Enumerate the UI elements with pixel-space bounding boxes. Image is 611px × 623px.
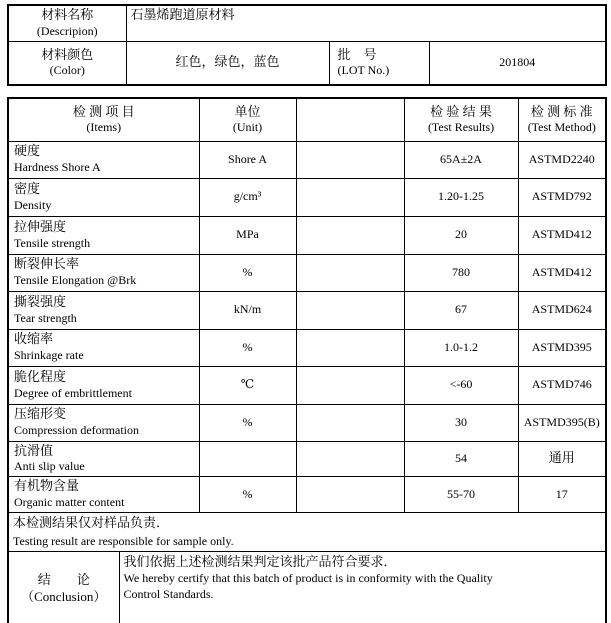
item-zh: 断裂伸长率: [14, 256, 80, 272]
conclusion-statement-zh: 我们依据上述检测结果判定该批产品符合要求．: [123, 554, 397, 570]
sample-note-cell: [8, 512, 606, 551]
item-en: Tear strength: [14, 310, 77, 325]
result-cell: [404, 476, 518, 512]
header-method-zh: 检 测 标 准: [530, 103, 593, 119]
result-cell: [404, 291, 518, 329]
blank-cell: [296, 291, 404, 329]
unit-value: %: [242, 264, 253, 279]
blank-cell: [296, 329, 404, 366]
method-cell: [518, 329, 606, 366]
sample-note-zh: 本检测结果仅对样品负责．: [13, 514, 170, 530]
method-value: ASTMD412: [531, 264, 592, 279]
material-name-label-en: (Descripion): [36, 23, 98, 38]
header-results-cell: [404, 98, 518, 141]
header-items-en: (Items): [86, 120, 122, 135]
item-zh: 拉伸强度: [14, 218, 67, 234]
blank-cell: [296, 441, 404, 476]
result-cell: [404, 366, 518, 404]
method-value: 通用: [548, 450, 575, 466]
lot-label-cell: [329, 41, 429, 85]
item-zh: 脆化程度: [14, 368, 67, 384]
item-name-cell: [8, 141, 199, 178]
result-value: 1.20-1.25: [438, 189, 485, 204]
result-value: 1.0-1.2: [444, 339, 479, 354]
header-blank-cell: [296, 98, 404, 141]
unit-cell: [199, 216, 296, 254]
unit-cell: [199, 404, 296, 441]
method-cell: [518, 476, 606, 512]
blank-cell: [296, 141, 404, 178]
result-value: 65A±2A: [440, 151, 482, 166]
unit-cell: [199, 141, 296, 178]
method-value: ASTMD412: [531, 227, 592, 242]
material-name-value-cell: [126, 5, 606, 41]
unit-cell: [199, 366, 296, 404]
sample-note-row: [8, 512, 606, 551]
header-method-cell: [518, 98, 606, 141]
header-unit-zh: 单位: [234, 103, 261, 119]
result-cell: [404, 404, 518, 441]
conclusion-label-zh: 结 论: [37, 572, 90, 588]
material-name-label-cell: [8, 5, 126, 41]
material-color-row: [8, 41, 606, 85]
conclusion-label-cell: [8, 552, 119, 623]
test-results-table: [7, 97, 607, 623]
blank-cell: [296, 404, 404, 441]
item-name-cell: [8, 254, 199, 291]
result-value: 54: [455, 450, 468, 465]
unit-value: ℃: [240, 377, 255, 392]
item-zh: 压缩形变: [14, 406, 67, 422]
item-zh: 抗滑值: [14, 442, 54, 458]
result-row-anti-slip: [8, 441, 606, 476]
result-cell: [404, 254, 518, 291]
unit-value: MPa: [236, 227, 259, 242]
item-name-cell: [8, 476, 199, 512]
result-row-elongation: [8, 254, 606, 291]
unit-value: g/cm³: [233, 189, 262, 204]
result-value: 30: [455, 414, 468, 429]
item-name-cell: [8, 329, 199, 366]
item-name-cell: [8, 216, 199, 254]
blank-cell: [296, 178, 404, 216]
item-name-cell: [8, 291, 199, 329]
header-results-zh: 检 验 结 果: [430, 103, 492, 119]
unit-cell: [199, 441, 296, 476]
result-row-density: [8, 178, 606, 216]
result-value: <-60: [449, 377, 473, 392]
method-value: ASTMD2240: [528, 151, 595, 166]
item-en: Compression deformation: [14, 423, 139, 438]
conclusion-row: [8, 552, 606, 623]
item-en: Organic matter content: [14, 495, 125, 510]
item-en: Tensile Elongation @Brk: [14, 273, 137, 288]
method-cell: [518, 254, 606, 291]
item-en: Tensile strength: [14, 235, 91, 250]
lot-value: 201804: [499, 54, 536, 69]
item-en: Degree of embrittlement: [14, 385, 132, 400]
result-row-embrittlement: [8, 366, 606, 404]
result-row-shrinkage: [8, 329, 606, 366]
header-items-cell: [8, 98, 199, 141]
header-results-en: (Test Results): [427, 120, 495, 135]
unit-cell: [199, 329, 296, 366]
material-color-label-cell: [8, 41, 126, 85]
blank-cell: [296, 476, 404, 512]
result-row-organic-matter: [8, 476, 606, 512]
unit-cell: [199, 291, 296, 329]
results-header-row: [8, 98, 606, 141]
result-value: 780: [452, 264, 471, 279]
result-cell: [404, 441, 518, 476]
result-row-tear-strength: [8, 291, 606, 329]
method-cell: [518, 404, 606, 441]
item-zh: 撕裂强度: [14, 293, 67, 309]
result-cell: [404, 141, 518, 178]
material-color-value-cell: [126, 41, 329, 85]
method-cell: [518, 291, 606, 329]
result-cell: [404, 216, 518, 254]
result-row-tensile-strength: [8, 216, 606, 254]
item-name-cell: [8, 404, 199, 441]
material-info-table: [7, 4, 607, 86]
header-items-zh: 检 测 项 目: [72, 103, 135, 119]
conclusion-statement-en-line1: We hereby certify that this batch of product is in conformity with the Quality: [123, 571, 493, 586]
method-value: ASTMD395(B): [523, 414, 600, 429]
unit-value: %: [242, 339, 253, 354]
unit-cell: [199, 476, 296, 512]
item-zh: 硬度: [14, 143, 41, 159]
result-value: 67: [455, 302, 468, 317]
unit-cell: [199, 178, 296, 216]
material-color-label-en: (Color): [49, 63, 85, 78]
blank-cell: [296, 216, 404, 254]
blank-cell: [296, 254, 404, 291]
unit-value: %: [242, 486, 253, 501]
method-value: ASTMD624: [531, 302, 592, 317]
material-color-label-zh: 材料颜色: [41, 46, 94, 62]
item-name-cell: [8, 441, 199, 476]
result-value: 55-70: [447, 486, 476, 501]
item-name-cell: [8, 178, 199, 216]
lot-label-zh: 批 号: [337, 46, 377, 62]
unit-value: kN/m: [233, 302, 262, 317]
method-value: 17: [555, 486, 568, 501]
item-zh: 收缩率: [14, 331, 54, 347]
method-value: ASTMD792: [531, 189, 592, 204]
conclusion-content-cell: [119, 552, 606, 623]
result-row-hardness: [8, 141, 606, 178]
method-cell: [518, 366, 606, 404]
material-name-value: 石墨烯跑道原材料: [130, 7, 235, 22]
sample-note-en: Testing result are responsible for sample only.: [13, 533, 234, 548]
unit-value: Shore A: [228, 151, 268, 166]
method-cell: [518, 141, 606, 178]
item-zh: 有机物含量: [14, 478, 80, 494]
conclusion-label-en: （Conclusion）: [21, 589, 107, 605]
item-en: Density: [14, 197, 52, 212]
result-cell: [404, 178, 518, 216]
item-en: Hardness Shore A: [14, 160, 101, 175]
method-cell: [518, 441, 606, 476]
lot-value-cell: [429, 41, 606, 85]
item-en: Shrinkage rate: [14, 348, 84, 363]
material-name-row: [8, 5, 606, 41]
method-value: ASTMD746: [531, 377, 592, 392]
method-cell: [518, 178, 606, 216]
header-unit-en: (Unit): [232, 120, 263, 135]
unit-value: %: [242, 414, 253, 429]
result-row-compression: [8, 404, 606, 441]
header-unit-cell: [199, 98, 296, 141]
blank-cell: [296, 366, 404, 404]
unit-cell: [199, 254, 296, 291]
lot-label-en: (LOT No.): [337, 63, 390, 78]
item-en: Anti slip value: [14, 459, 85, 474]
item-name-cell: [8, 366, 199, 404]
header-method-en: (Test Method): [527, 120, 596, 135]
method-value: ASTMD395: [531, 339, 592, 354]
item-zh: 密度: [14, 180, 41, 196]
result-cell: [404, 329, 518, 366]
material-color-value: 红色，绿色，蓝色: [175, 54, 280, 70]
material-name-label-zh: 材料名称: [41, 7, 94, 22]
conclusion-statement-en-line2: Control Standards.: [123, 586, 214, 601]
result-value: 20: [455, 227, 468, 242]
method-cell: [518, 216, 606, 254]
